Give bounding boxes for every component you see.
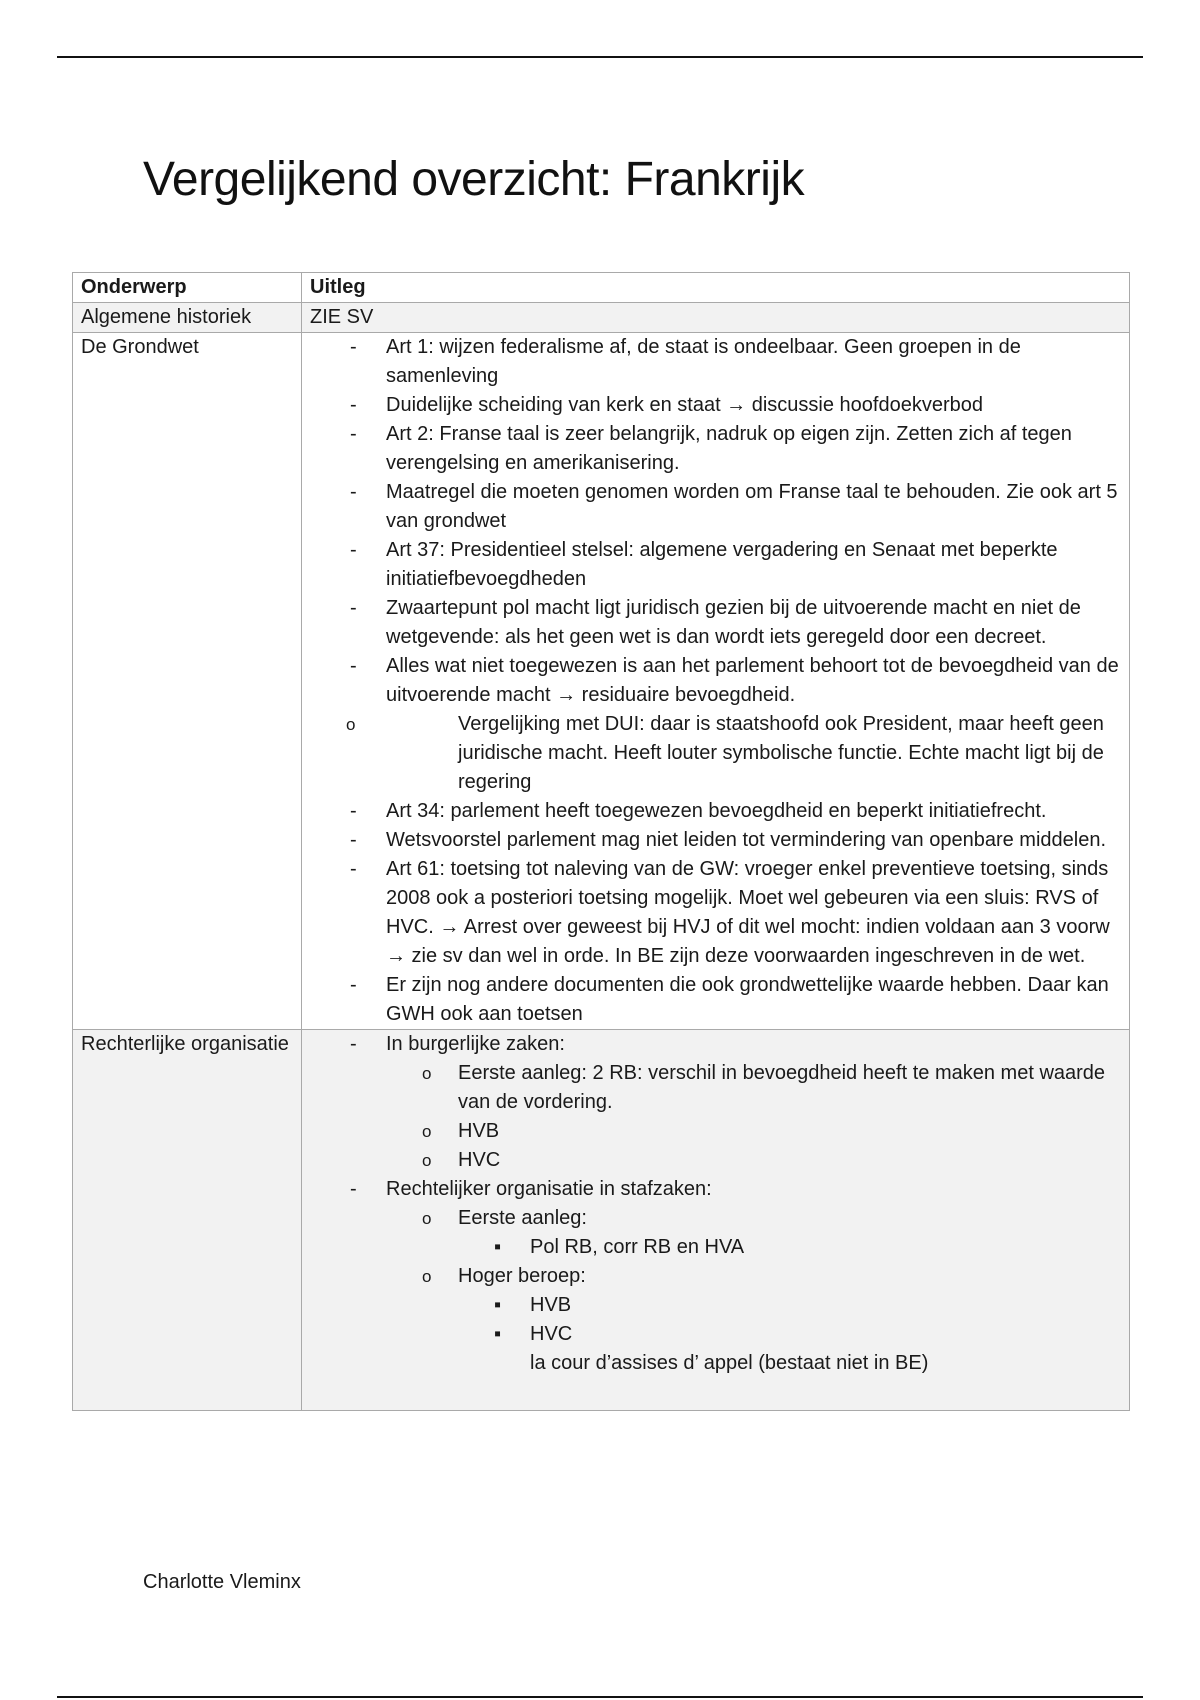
row-subject: Algemene historiek: [73, 303, 302, 333]
list-item: [310, 1175, 1121, 1378]
row-content: [302, 333, 1130, 1030]
header-rule: [57, 56, 1143, 58]
list-item: - Zwaartepunt pol macht ligt juridisch gezien bij de uitvoerende macht en niet de wetgevende: als het geen wet is dan wordt iets geregeld door een decreet.: [310, 594, 1121, 652]
sub-list-item: o HVB: [386, 1117, 1121, 1146]
footer-rule: [57, 1696, 1143, 1698]
list-item: - Duidelijke scheiding van kerk en staat → discussie hoofdoekverbod: [310, 391, 1121, 420]
grondwet-list: [310, 333, 1121, 1029]
table-row: [73, 303, 1130, 333]
list-item-text: Rechtelijker organisatie in stafzaken:: [386, 1178, 712, 1200]
list-item: - Er zijn nog andere documenten die ook grondwettelijke waarde hebben. Daar kan GWH ook aan toetsen: [310, 971, 1121, 1029]
list-item: [310, 1030, 1121, 1175]
table-row: [73, 1030, 1130, 1411]
rechterlijk-list: [310, 1030, 1121, 1378]
row-subject: Rechterlijke organisatie: [73, 1030, 302, 1411]
page-title: Vergelijkend overzicht: Frankrijk: [143, 153, 805, 206]
sub-list-item: o HVC: [386, 1146, 1121, 1175]
row-subject: De Grondwet: [73, 333, 302, 1030]
row-text: ZIE SV: [302, 303, 1130, 333]
sub-list: [386, 1059, 1121, 1175]
list-item-text: Alles wat niet toegewezen is aan het parlement behoort tot de bevoegdheid van de uitvoerende macht → residuaire bevoegdheid.: [386, 655, 1119, 706]
sub-list-item-text: Hoger beroep:: [458, 1265, 586, 1287]
sub-sub-list: [458, 1233, 1121, 1262]
sub-list-item: o Vergelijking met DUI: daar is staatshoofd ook President, maar heeft geen juridische macht. Heeft louter symbolische functie. Echte macht ligt bij de regering: [310, 710, 1121, 797]
list-item: - Art 1: wijzen federalisme af, de staat is ondeelbaar. Geen groepen in de samenleving: [310, 333, 1121, 391]
list-item: - Art 61: toetsing tot naleving van de GW: vroeger enkel preventieve toetsing, sinds 2008 ook a posteriori toetsing mogelijk. Moet wel gebeuren via een sluis: RVS of HVC. → Arrest over geweest bij HVJ of dit wel mocht: indien voldaan aan 3 voorw → zie sv dan wel in orde. In BE zijn deze voorwaarden ingeschreven in de wet.: [310, 855, 1121, 971]
sub-list: [310, 710, 1121, 797]
list-item: - Maatregel die moeten genomen worden om Franse taal te behouden. Zie ook art 5 van grondwet: [310, 478, 1121, 536]
list-item: - Wetsvoorstel parlement mag niet leiden tot vermindering van openbare middelen.: [310, 826, 1121, 855]
sub-sub-list-item: ▪ Pol RB, corr RB en HVA: [458, 1233, 1121, 1262]
sub-list-item: [386, 1204, 1121, 1262]
table-header-row: [73, 273, 1130, 303]
table-row: [73, 333, 1130, 1030]
author-name: Charlotte Vleminx: [143, 1571, 301, 1593]
sub-list: [386, 1204, 1121, 1378]
header-onderwerp: Onderwerp: [73, 273, 302, 303]
sub-sub-list: [458, 1291, 1121, 1378]
list-item: [310, 652, 1121, 797]
sub-sub-list-item: ▪ HVB: [458, 1291, 1121, 1320]
list-item-text: In burgerlijke zaken:: [386, 1033, 565, 1055]
comparison-table: [72, 272, 1130, 1411]
sub-sub-list-item: la cour d’assises d’ appel (bestaat niet in BE): [530, 1352, 929, 1374]
sub-list-item: o Eerste aanleg: 2 RB: verschil in bevoegdheid heeft te maken met waarde van de vordering.: [386, 1059, 1121, 1117]
row-content: [302, 1030, 1130, 1411]
header-uitleg: Uitleg: [302, 273, 1130, 303]
sub-sub-list-item: ▪ HVC: [458, 1320, 1121, 1349]
list-item: - Art 34: parlement heeft toegewezen bevoegdheid en beperkt initiatiefrecht.: [310, 797, 1121, 826]
sub-list-item-text: Eerste aanleg:: [458, 1207, 587, 1229]
sub-list-item: [386, 1262, 1121, 1378]
list-item: - Art 37: Presidentieel stelsel: algemene vergadering en Senaat met beperkte initiatiefbevoegdheden: [310, 536, 1121, 594]
list-item: - Art 2: Franse taal is zeer belangrijk, nadruk op eigen zijn. Zetten zich af tegen verengelsing en amerikanisering.: [310, 420, 1121, 478]
